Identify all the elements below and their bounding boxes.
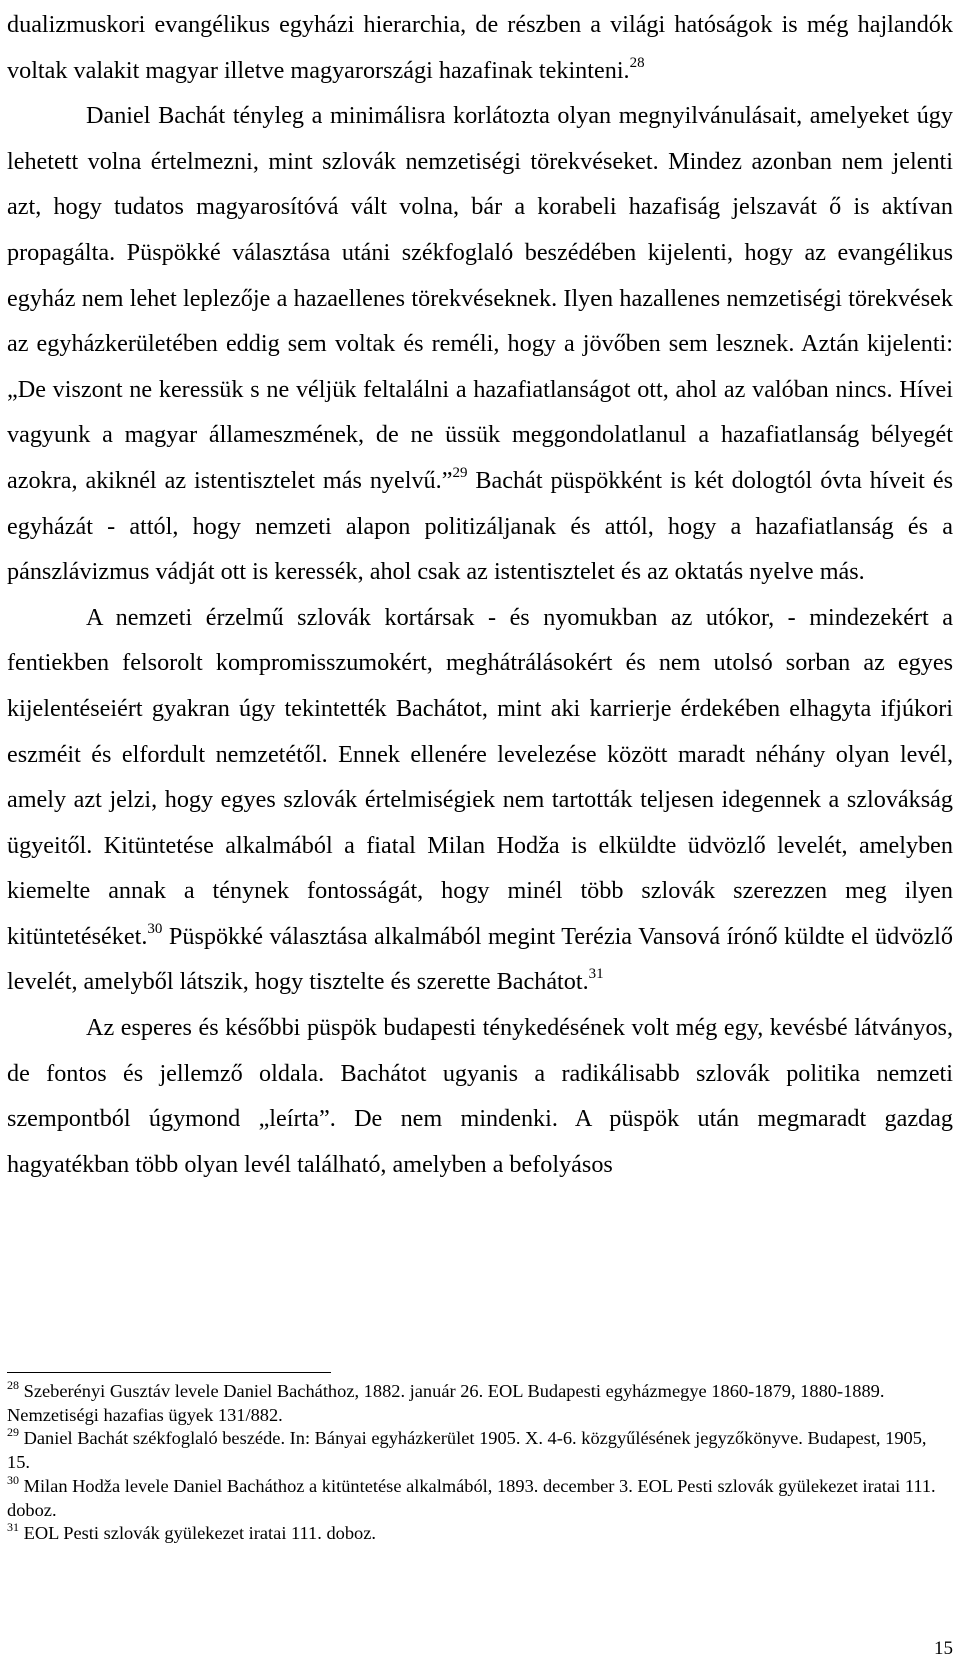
footnote-number: 30	[7, 1472, 19, 1487]
paragraph-1	[7, 2, 953, 93]
footnote-29	[7, 1427, 953, 1474]
footnote-separator	[7, 1372, 331, 1373]
paragraph-4-text: Az esperes és későbbi püspök budapesti ténykedésének volt még egy, kevésbé látványos, de fontos és jellemző oldala. Bachátot ugyanis a radikálisabb szlovák politika nemzeti szempontból úgymond „leírta”. De nem mindenki. A püspök után megmaradt gazdag hagyatékban több olyan levél található, amelyben a befolyásos	[7, 1014, 953, 1178]
footnote-28	[7, 1380, 953, 1427]
footnote-text: EOL Pesti szlovák gyülekezet iratai 111. doboz.	[19, 1523, 376, 1544]
document-page	[7, 0, 953, 1678]
paragraph-3-text-b: Püspökké választása alkalmából megint Terézia Vansová írónő küldte el üdvözlő levelét, amelyből látszik, hogy tisztelte és szerette Bachátot.	[7, 922, 953, 996]
paragraph-3-text-a: A nemzeti érzelmű szlovák kortársak - és nyomukban az utókor, - mindezekért a fentiekben felsorolt kompromisszumokért, meghátrálásokért és nem utolsó sorban az egyes kijelentéseiért gyakran úgy tekintették Bachátot, mint aki karrierje érdekében elhagyta ifjúkori eszméit és elfordult nemzetétől. Ennek ellenére levelezése között maradt néhány olyan levél, amely azt jelzi, hogy egyes szlovák értelmiségiek nem tartották teljesen idegennek a szlovákság ügyeitől. Kitüntetése alkalmából a fiatal Milan Hodža is elküldte üdvözlő levelét, amelyben kiemelte annak a ténynek fontosságát, hogy minél több szlovák szerezzen meg ilyen kitüntetéséket.	[7, 603, 953, 950]
footnote-ref-31: 31	[588, 966, 604, 983]
paragraph-4	[7, 1005, 953, 1187]
body-text	[7, 2, 953, 1187]
footnote-ref-28: 28	[629, 54, 645, 71]
paragraph-2	[7, 93, 953, 595]
page-number: 15	[934, 1638, 953, 1659]
footnote-text: Milan Hodža levele Daniel Bacháthoz a kitüntetése alkalmából, 1893. december 3. EOL Pesti szlovák gyülekezet iratai 111. doboz.	[7, 1475, 936, 1520]
footnote-number: 29	[7, 1425, 19, 1440]
footnote-number: 28	[7, 1378, 19, 1392]
paragraph-3	[7, 595, 953, 1005]
paragraph-2-text-b: Bachát püspökként is két dologtól óvta híveit és egyházát - attól, hogy nemzeti alapon politizáljanak és attól, hogy a hazafiatlanság és a pánszlávizmus vádját ott is keressék, ahol csak az istentisztelet és az oktatás nyelve más.	[7, 466, 953, 586]
footnote-text: Daniel Bachát székfoglaló beszéde. In: Bányai egyházkerület 1905. X. 4-6. közgyűlésének jegyzőkönyve. Budapest, 1905, 15.	[7, 1428, 927, 1473]
footnote-text: Szeberényi Gusztáv levele Daniel Bacháthoz, 1882. január 26. EOL Budapesti egyházmegye 1860-1879, 1880-1889. Nemzetiségi hazafias ügyek 131/882.	[7, 1381, 885, 1425]
footnote-31	[7, 1522, 953, 1546]
footnotes	[7, 1380, 953, 1546]
paragraph-2-text-a: Daniel Bachát tényleg a minimálisra korlátozta olyan megnyilvánulásait, amelyeket úgy lehetett volna értelmezni, mint szlovák nemzetiségi törekvéseket. Mindez azonban nem jelenti azt, hogy tudatos magyarosítóvá vált volna, bár a korabeli hazafiság jelszavát ő is aktívan propagálta. Püspökké választása utáni székfoglaló beszédében kijelenti, hogy az evangélikus egyház nem lehet leplezője a hazaellenes törekvéseknek. Ilyen hazallenes nemzetiségi törekvések az egyházkerületében eddig sem voltak és reméli, hogy a jövőben sem lesznek. Aztán kijelenti: „De viszont ne keressük s ne véljük feltalálni a hazafiatlanságot ott, ahol az valóban nincs. Hívei vagyunk a magyar állameszmének, de ne üssük meggondolatlanul a hazafiatlanság bélyegét azokra, akiknél az istentisztelet más nyelvű.”	[7, 102, 953, 494]
footnote-30	[7, 1472, 953, 1522]
footnote-ref-30: 30	[147, 920, 163, 937]
footnote-ref-29: 29	[452, 464, 468, 481]
paragraph-1-text: dualizmuskori evangélikus egyházi hierarchia, de részben a világi hatóságok is még hajlandók voltak valakit magyar illetve magyarországi hazafinak tekinteni.	[7, 11, 953, 84]
footnote-number: 31	[7, 1520, 19, 1535]
